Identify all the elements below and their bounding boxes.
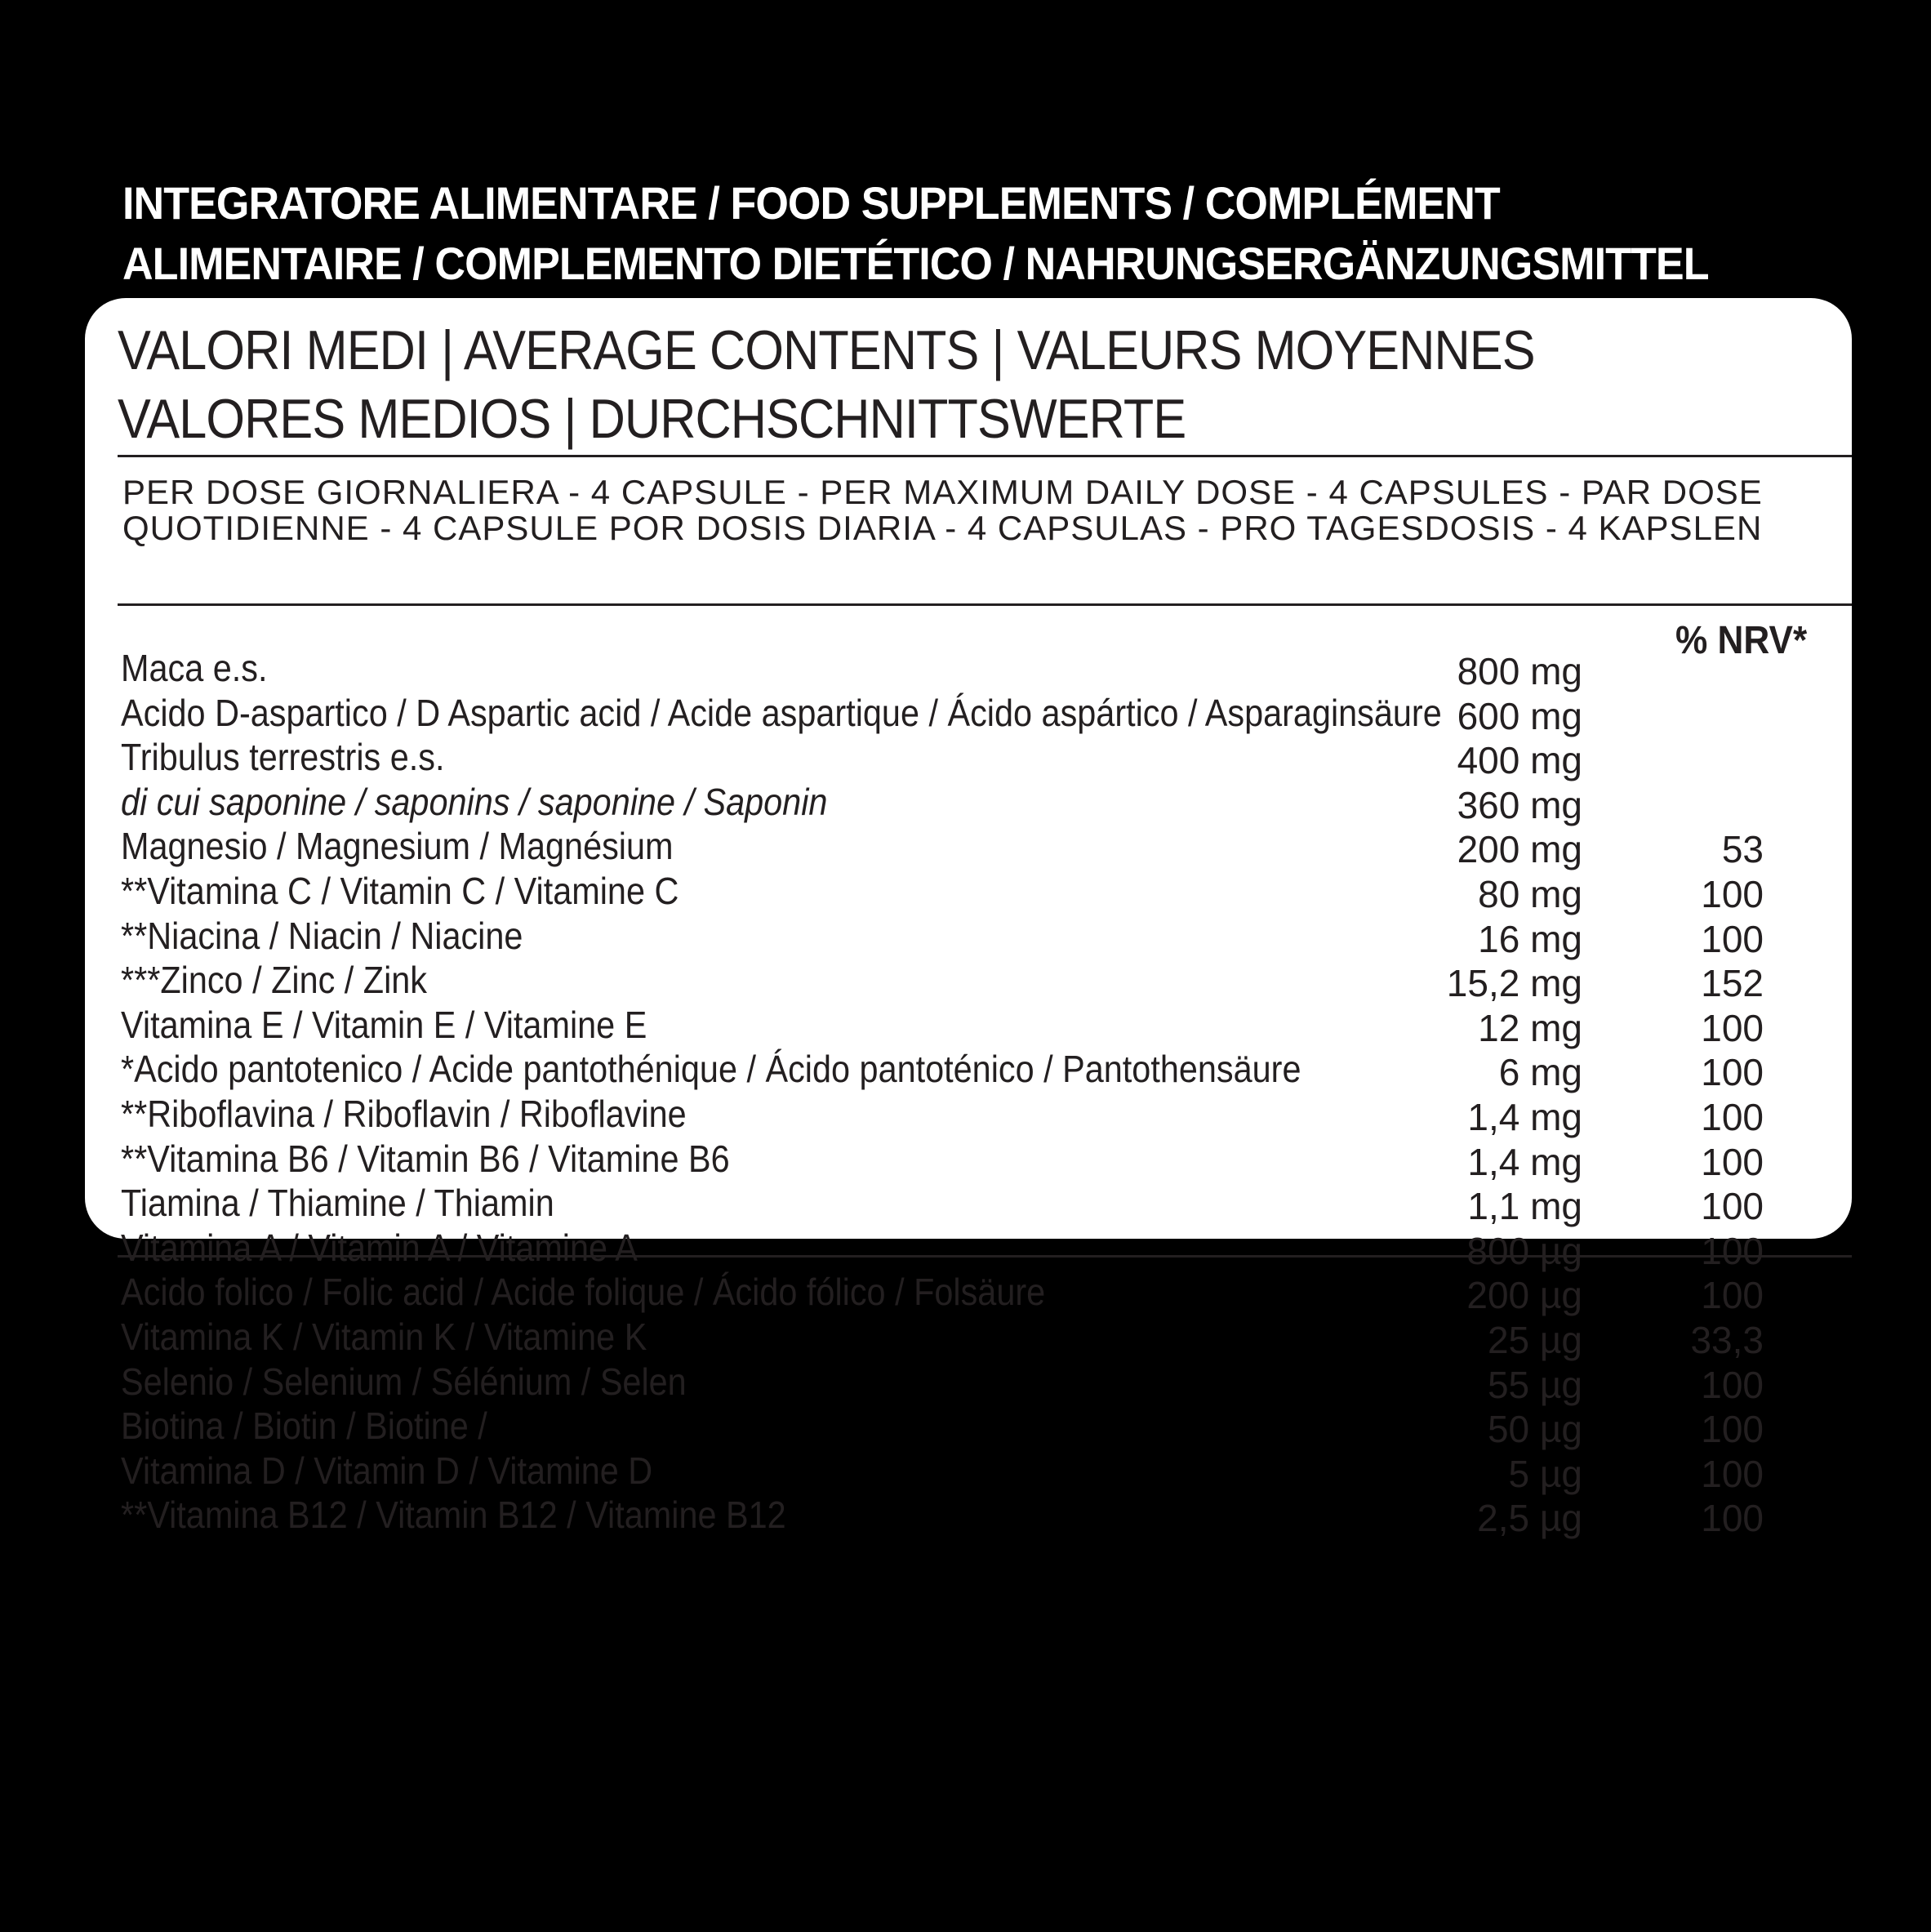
table-row [121, 1360, 1852, 1404]
nutrient-nrv: 100 [1701, 1229, 1764, 1272]
nutrient-name: Acido folico / Folic acid / Acide folique / Ácido fólico / Folsäure [121, 1271, 1046, 1314]
table-row [121, 914, 1852, 959]
panel-title-line-1: VALORI MEDI | AVERAGE CONTENTS | VALEURS MOYENNES [118, 319, 1535, 381]
nutrient-nrv: 100 [1701, 1140, 1764, 1183]
daily-dose-info [122, 474, 1788, 546]
nutrient-amount: 5 µg [1508, 1452, 1582, 1495]
nutrient-name: Selenio / Selenium / Sélénium / Selen [121, 1360, 687, 1403]
nutrient-amount: 1,1 mg [1467, 1185, 1582, 1228]
dose-line-2: QUOTIDIENNE - 4 CAPSULE POR DOSIS DIARIA - 4 CAPSULAS - PRO TAGESDOSIS - 4 KAPSLEN [122, 509, 1763, 547]
nutrient-name: Vitamina K / Vitamin K / Vitamine K [121, 1315, 647, 1358]
nutrient-amount: 12 mg [1478, 1006, 1582, 1049]
nutrient-nrv: 100 [1701, 1051, 1764, 1094]
nutrient-amount: 800 µg [1466, 1229, 1582, 1272]
nutrient-nrv: 100 [1701, 1452, 1764, 1495]
nutrient-amount: 600 mg [1457, 694, 1582, 737]
divider-top [118, 455, 1852, 457]
table-row [121, 1226, 1852, 1271]
nutrient-name: Maca e.s. [121, 647, 268, 689]
nutrient-amount: 200 µg [1466, 1274, 1582, 1317]
nutrient-name: Vitamina A / Vitamin A / Vitamine A [121, 1226, 638, 1269]
table-row [121, 958, 1852, 1003]
table-row [121, 780, 1852, 825]
table-row [121, 1092, 1852, 1137]
nutrient-amount: 55 µg [1487, 1363, 1582, 1406]
table-row [121, 691, 1852, 736]
nutrient-name: ***Zinco / Zinc / Zink [121, 959, 428, 1002]
table-row [121, 1270, 1852, 1315]
nutrient-name: **Vitamina B6 / Vitamin B6 / Vitamine B6 [121, 1137, 730, 1180]
nutrient-name: Vitamina D / Vitamin D / Vitamine D [121, 1449, 653, 1492]
nutrient-amount: 360 mg [1457, 783, 1582, 826]
table-row [121, 1047, 1852, 1092]
nutrient-nrv: 53 [1721, 828, 1764, 871]
nutrient-name: Magnesio / Magnesium / Magnésium [121, 825, 674, 868]
nutrient-name: **Riboflavina / Riboflavin / Riboflavine [121, 1092, 687, 1135]
nrv-column-header: % NRV* [1675, 619, 1808, 662]
table-row [121, 869, 1852, 914]
nutrient-amount: 1,4 mg [1467, 1140, 1582, 1183]
divider-table-top [118, 603, 1852, 606]
product-category-header [122, 173, 1755, 294]
table-row [121, 735, 1852, 780]
table-row [121, 1003, 1852, 1048]
nutrient-name: **Vitamina B12 / Vitamin B12 / Vitamine B12 [121, 1494, 786, 1537]
dose-line-1: PER DOSE GIORNALIERA - 4 CAPSULE - PER MAXIMUM DAILY DOSE - 4 CAPSULES - PAR DOSE [122, 473, 1763, 511]
nutrient-amount: 15,2 mg [1446, 962, 1582, 1005]
nutrient-amount: 25 µg [1487, 1318, 1582, 1361]
nutrient-nrv: 100 [1701, 1185, 1764, 1228]
nutrient-name: Tribulus terrestris e.s. [121, 736, 445, 779]
nutrition-panel [85, 298, 1852, 1540]
nutrient-amount: 6 mg [1498, 1051, 1582, 1094]
table-row [121, 1493, 1852, 1538]
header-line-2: ALIMENTAIRE / COMPLEMENTO DIETÉTICO / NAHRUNGSERGÄNZUNGSMITTEL [122, 238, 1709, 289]
panel-title [118, 316, 1535, 453]
nutrient-nrv: 100 [1701, 1497, 1764, 1540]
nutrient-name: **Vitamina C / Vitamin C / Vitamine C [121, 869, 679, 912]
nutrient-nrv: 100 [1701, 917, 1764, 960]
nutrient-name: di cui saponine / saponins / saponine / Saponin [121, 780, 828, 823]
nutrient-nrv: 33,3 [1690, 1318, 1764, 1361]
nutrient-amount: 2,5 µg [1477, 1497, 1582, 1540]
nutrient-amount: 800 mg [1457, 650, 1582, 692]
nutrient-nrv: 100 [1701, 1095, 1764, 1138]
divider-table-bottom [118, 1255, 1852, 1258]
table-row [121, 1404, 1852, 1449]
nutrient-amount: 80 mg [1478, 872, 1582, 915]
nutrient-amount: 1,4 mg [1467, 1095, 1582, 1138]
nutrient-name: Biotina / Biotin / Biotine / [121, 1404, 487, 1448]
nutrient-name: Acido D-aspartico / D Aspartic acid / Acide aspartique / Ácido aspártico / Asparaginsäure [121, 691, 1442, 734]
nutrient-name: *Acido pantotenico / Acide pantothénique / Ácido pantoténico / Pantothensäure [121, 1048, 1301, 1091]
nutrient-nrv: 152 [1701, 962, 1764, 1005]
table-row [121, 824, 1852, 869]
table-row [121, 646, 1852, 691]
nutrient-amount: 400 mg [1457, 739, 1582, 782]
nutrient-amount: 50 µg [1487, 1408, 1582, 1451]
table-row [121, 1181, 1852, 1226]
header-line-1: INTEGRATORE ALIMENTARE / FOOD SUPPLEMENTS / COMPLÉMENT [122, 177, 1500, 229]
nutrient-table [121, 646, 1852, 1538]
nutrient-amount: 16 mg [1478, 917, 1582, 960]
nutrient-name: Tiamina / Thiamine / Thiamin [121, 1182, 554, 1225]
nutrient-nrv: 100 [1701, 1408, 1764, 1451]
nutrient-nrv: 100 [1701, 1363, 1764, 1406]
panel-title-line-2: VALORES MEDIOS | DURCHSCHNITTSWERTE [118, 388, 1186, 450]
table-row [121, 1137, 1852, 1182]
nutrient-nrv: 100 [1701, 872, 1764, 915]
nutrient-nrv: 100 [1701, 1274, 1764, 1317]
table-row [121, 1315, 1852, 1360]
table-row [121, 1449, 1852, 1494]
nutrient-amount: 200 mg [1457, 828, 1582, 871]
nutrient-name: **Niacina / Niacin / Niacine [121, 914, 523, 957]
nutrient-name: Vitamina E / Vitamin E / Vitamine E [121, 1003, 647, 1046]
nutrient-nrv: 100 [1701, 1006, 1764, 1049]
